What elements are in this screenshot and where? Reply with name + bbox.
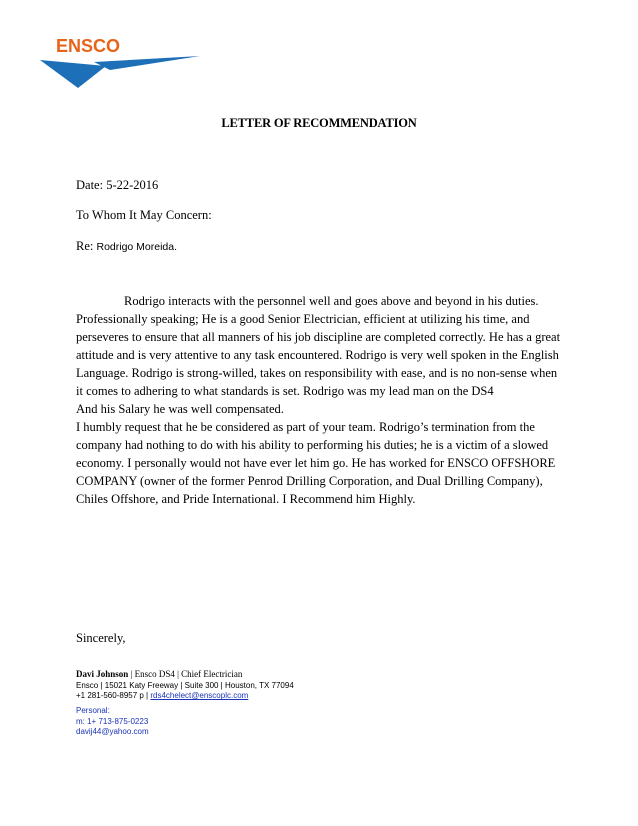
- paragraph-line: Rodrigo interacts with the personnel well and goes above and beyond in his duties.: [124, 294, 539, 308]
- ensco-logo: [40, 30, 200, 88]
- paragraph-line: attitude and is very attentive to any task encountered. Rodrigo is very well spoken in the English: [76, 348, 559, 362]
- date-line: Date: 5-22-2016: [76, 178, 159, 192]
- salutation: To Whom It May Concern:: [76, 208, 212, 222]
- work-email-link[interactable]: rds4chelect@enscoplc.com: [150, 691, 249, 701]
- signature-address: Ensco | 15021 Katy Freeway | Suite 300 | Houston, TX 77094: [76, 680, 294, 690]
- re-value: Rodrigo Moreida.: [96, 241, 178, 253]
- paragraph-line: Language. Rodrigo is strong-willed, takes on responsibility with ease, and is no non-sense when: [76, 366, 558, 380]
- body-paragraph-2: [76, 418, 576, 508]
- paragraph-line: And his Salary he was well compensated.: [76, 402, 284, 416]
- logo-swoosh-left: [40, 60, 106, 88]
- paragraph-line: I humbly request that he be considered as part of your team. Rodrigo’s termination from the: [76, 420, 535, 434]
- signature-name-line: [76, 669, 294, 681]
- paragraph-line: economy. I personally would not have ever let him go. He has worked for ENSCO OFFSHORE: [76, 456, 556, 470]
- body-paragraph-1: [76, 292, 576, 418]
- personal-mobile: m: 1+ 713-875-0223: [76, 716, 149, 726]
- signature-block: [76, 669, 294, 702]
- paragraph-line: it comes to adhering to what standards is set. Rodrigo was my lead man on the DS4: [76, 384, 494, 398]
- closing: Sincerely,: [76, 631, 126, 645]
- re-label: Re:: [76, 239, 94, 253]
- paragraph-line: COMPANY (owner of the former Penrod Drilling Corporation, and Dual Drilling Company),: [76, 474, 543, 488]
- paragraph-line: perseveres to ensure that all manners of his job discipline are completed correctly. He has a great: [76, 330, 561, 344]
- signature-contact-line: [76, 691, 294, 702]
- paragraph-line: Chiles Offshore, and Pride International. I Recommend him Highly.: [76, 492, 416, 506]
- signature-name: Davi Johnson: [76, 669, 129, 679]
- re-line: [76, 239, 177, 254]
- signature-phone: +1 281-560-8957 p |: [76, 691, 151, 701]
- logo-text: ENSCO: [56, 36, 121, 56]
- logo-swoosh-right: [94, 56, 200, 70]
- letter-title: LETTER OF RECOMMENDATION: [221, 116, 417, 130]
- personal-contact-block: [76, 706, 149, 738]
- personal-email: davij44@yahoo.com: [76, 727, 149, 737]
- paragraph-line: company had nothing to do with his ability to performing his duties; he is a victim of a slowed: [76, 438, 549, 452]
- signature-role: | Ensco DS4 | Chief Electrician: [128, 669, 243, 679]
- paragraph-line: Professionally speaking; He is a good Senior Electrician, efficient at utilizing his time, and: [76, 312, 530, 326]
- personal-label: Personal:: [76, 706, 110, 715]
